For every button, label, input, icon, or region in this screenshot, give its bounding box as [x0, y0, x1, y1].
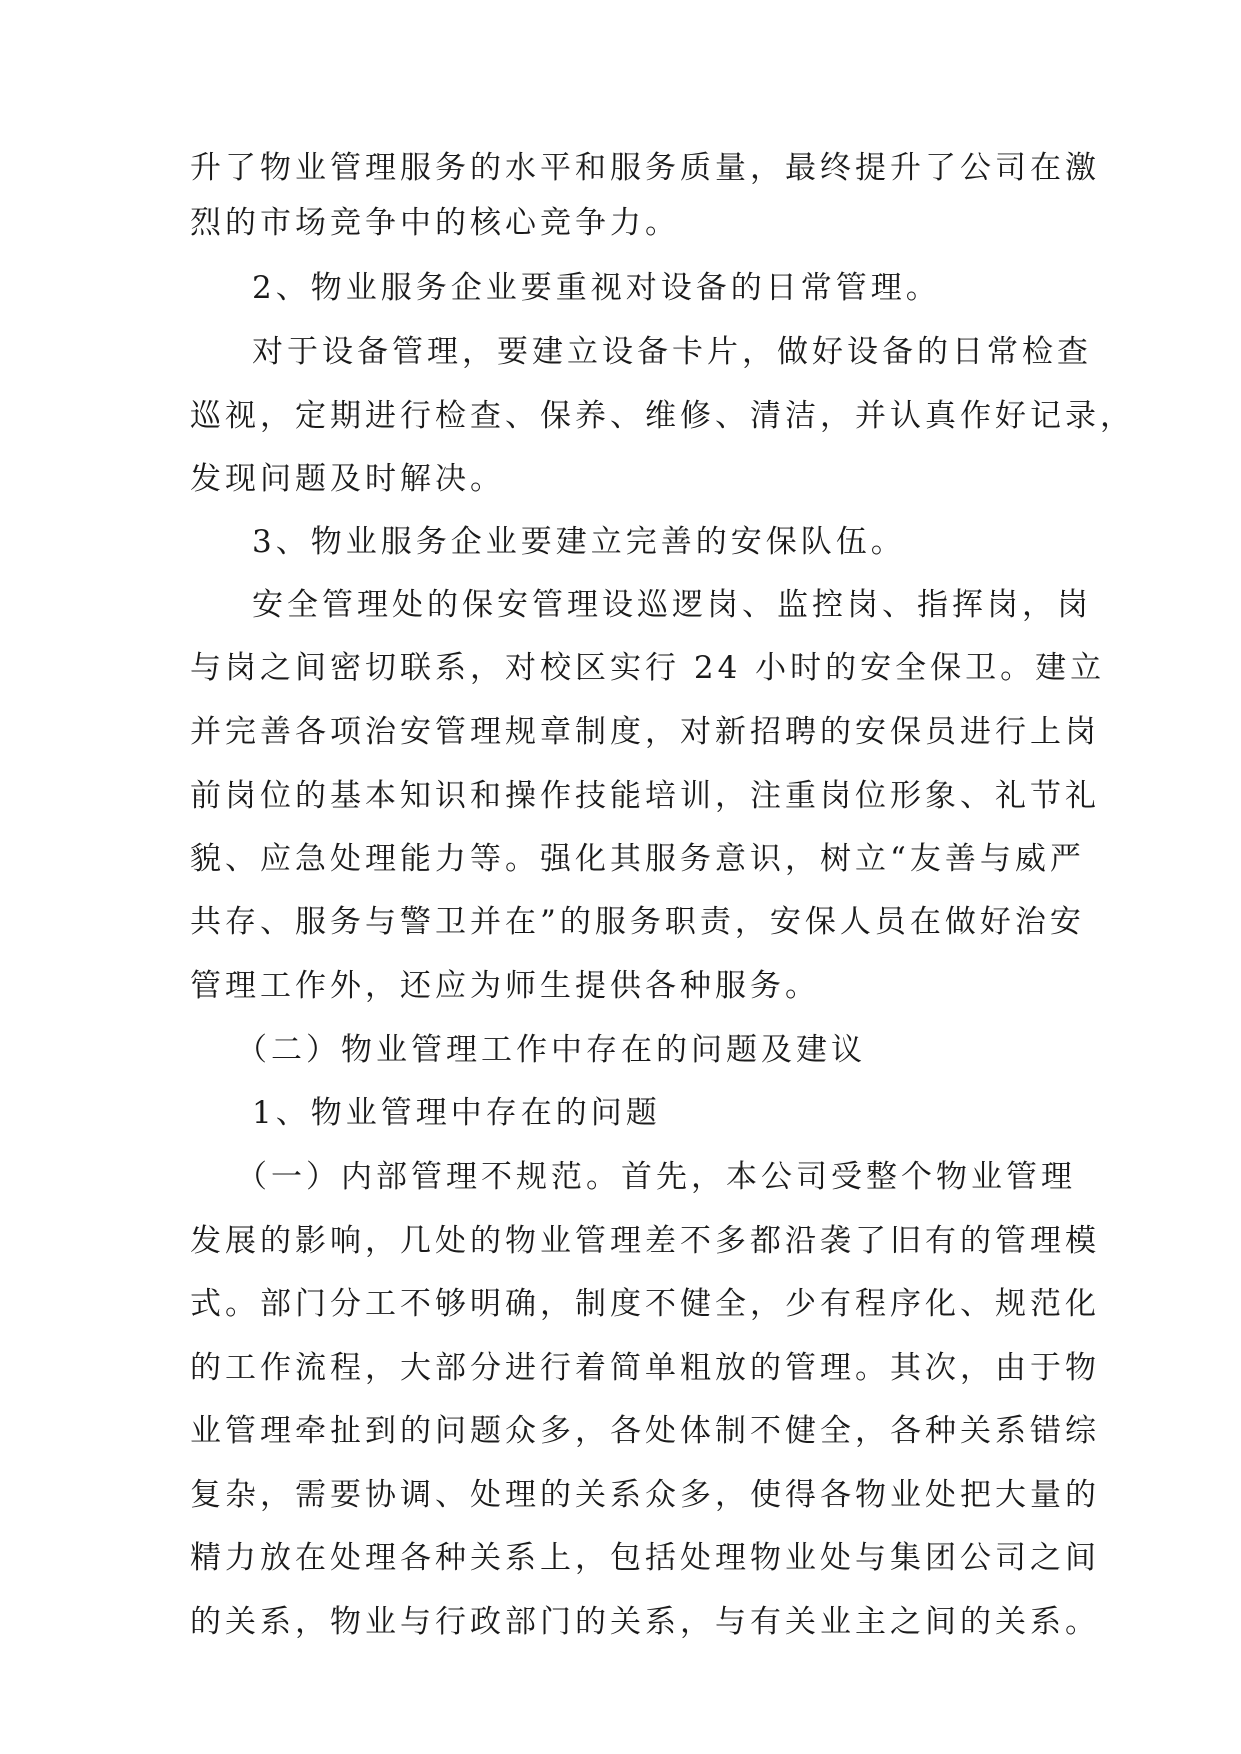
paragraph-line: 的关系，物业与行政部门的关系，与有关业主之间的关系。 — [190, 1604, 1100, 1640]
paragraph-line: 前岗位的基本知识和操作技能培训，注重岗位形象、礼节礼 — [190, 778, 1100, 814]
paragraph-line: 精力放在处理各种关系上，包括处理物业处与集团公司之间 — [190, 1540, 1100, 1576]
section-heading: 1、物业管理中存在的问题 — [252, 1095, 661, 1131]
paragraph-line: 安全管理处的保安管理设巡逻岗、监控岗、指挥岗，岗 — [252, 587, 1092, 623]
paragraph-line: 式。部门分工不够明确，制度不健全，少有程序化、规范化 — [190, 1286, 1100, 1322]
paragraph-line: （一）内部管理不规范。首先，本公司受整个物业管理 — [236, 1159, 1076, 1195]
paragraph-line: 管理工作外，还应为师生提供各种服务。 — [190, 968, 820, 1004]
paragraph-line: 貌、应急处理能力等。强化其服务意识，树立“友善与威严 — [190, 841, 1085, 877]
paragraph-line: 业管理牵扯到的问题众多，各处体制不健全，各种关系错综 — [190, 1413, 1100, 1449]
paragraph-line: 的工作流程，大部分进行着简单粗放的管理。其次，由于物 — [190, 1350, 1100, 1386]
paragraph-line: 与岗之间密切联系，对校区实行 24 小时的安全保卫。建立 — [190, 650, 1106, 686]
paragraph-line: 巡视，定期进行检查、保养、维修、清洁，并认真作好记录， — [190, 398, 1135, 434]
paragraph-line: 复杂，需要协调、处理的关系众多，使得各物业处把大量的 — [190, 1477, 1100, 1513]
section-heading: （二）物业管理工作中存在的问题及建议 — [236, 1032, 866, 1068]
paragraph-line: 发展的影响，几处的物业管理差不多都沿袭了旧有的管理模 — [190, 1223, 1100, 1259]
paragraph-line: 并完善各项治安管理规章制度，对新招聘的安保员进行上岗 — [190, 714, 1100, 750]
paragraph-line: 对于设备管理，要建立设备卡片，做好设备的日常检查 — [252, 334, 1092, 370]
section-heading: 2、物业服务企业要重视对设备的日常管理。 — [252, 270, 941, 306]
paragraph-line: 共存、服务与警卫并在”的服务职责，安保人员在做好治安 — [190, 904, 1085, 940]
paragraph-line: 升了物业管理服务的水平和服务质量，最终提升了公司在激 — [190, 150, 1100, 186]
paragraph-line: 发现问题及时解决。 — [190, 461, 505, 497]
paragraph-line: 烈的市场竞争中的核心竞争力。 — [190, 205, 680, 241]
section-heading: 3、物业服务企业要建立完善的安保队伍。 — [252, 524, 906, 560]
